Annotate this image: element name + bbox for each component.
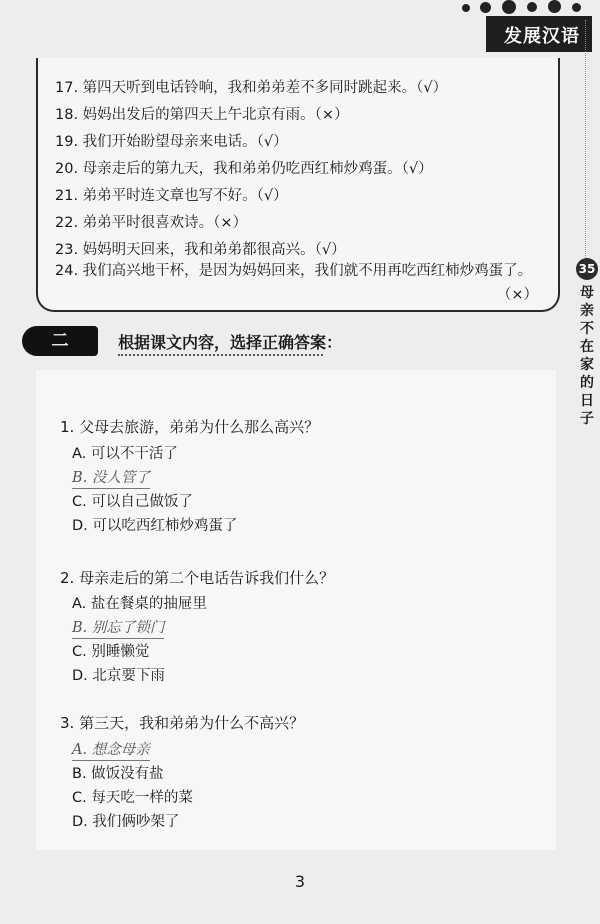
option-c: C. 每天吃一样的菜 [72,790,193,806]
question-text: 1. 父母去旅游，弟弟为什么那么高兴？ [60,418,320,436]
option-a: A. 盐在餐桌的抽屉里 [72,596,207,612]
option-b: B. 做饭没有盐 [72,766,164,782]
lesson-number-badge: 35 [576,258,598,280]
book-brand-title: 发展汉语 [486,16,592,52]
section-title: 根据课文内容，选择正确答案： [118,333,343,352]
page-number: 3 [294,872,306,891]
option-c: C. 可以自己做饭了 [72,494,193,510]
judgement-item: 21. 弟弟平时连文章也写不好。（√） [55,188,288,204]
option-c: C. 别睡懒觉 [72,644,150,660]
judgement-item: 22. 弟弟平时很喜欢诗。（×） [55,215,248,231]
option-b-answer: B. 没人管了 [72,466,150,489]
section-number-badge: 二 [22,326,98,356]
lesson-side-tab [575,258,600,428]
judgement-item: 19. 我们开始盼望母亲来电话。（√） [55,134,288,150]
judgement-item: 24. 我们高兴地干杯，是因为妈妈回来，我们就不用再吃西红柿炒鸡蛋了。 [55,263,533,279]
option-d: D. 我们俩吵架了 [72,814,180,830]
section-title-underline [118,354,323,356]
option-b-answer: B. 别忘了锁门 [72,616,164,639]
question-text: 3. 第三天，我和弟弟为什么不高兴？ [60,714,305,732]
option-d: D. 北京要下雨 [72,668,165,684]
lesson-title-vertical: 母 亲 不 在 家 的 日 子 [580,285,594,427]
judgement-item-mark: （×） [496,287,538,303]
judgement-item: 23. 妈妈明天回来，我和弟弟都很高兴。（√） [55,242,346,258]
question-text: 2. 母亲走后的第二个电话告诉我们什么？ [60,569,335,587]
judgement-item: 18. 妈妈出发后的第四天上午北京有雨。（×） [55,107,349,123]
judgement-item: 20. 母亲走后的第九天，我和弟弟仍吃西红柿炒鸡蛋。（√） [55,161,433,177]
option-a: A. 可以不干活了 [72,446,178,462]
side-divider [585,20,586,260]
header-decoration-dots [452,0,592,16]
judgement-item: 17. 第四天听到电话铃响，我和弟弟差不多同时跳起来。（√） [55,80,448,96]
option-a-answer: A. 想念母亲 [72,738,150,761]
section-header [22,326,343,356]
option-d: D. 可以吃西红柿炒鸡蛋了 [72,518,238,534]
